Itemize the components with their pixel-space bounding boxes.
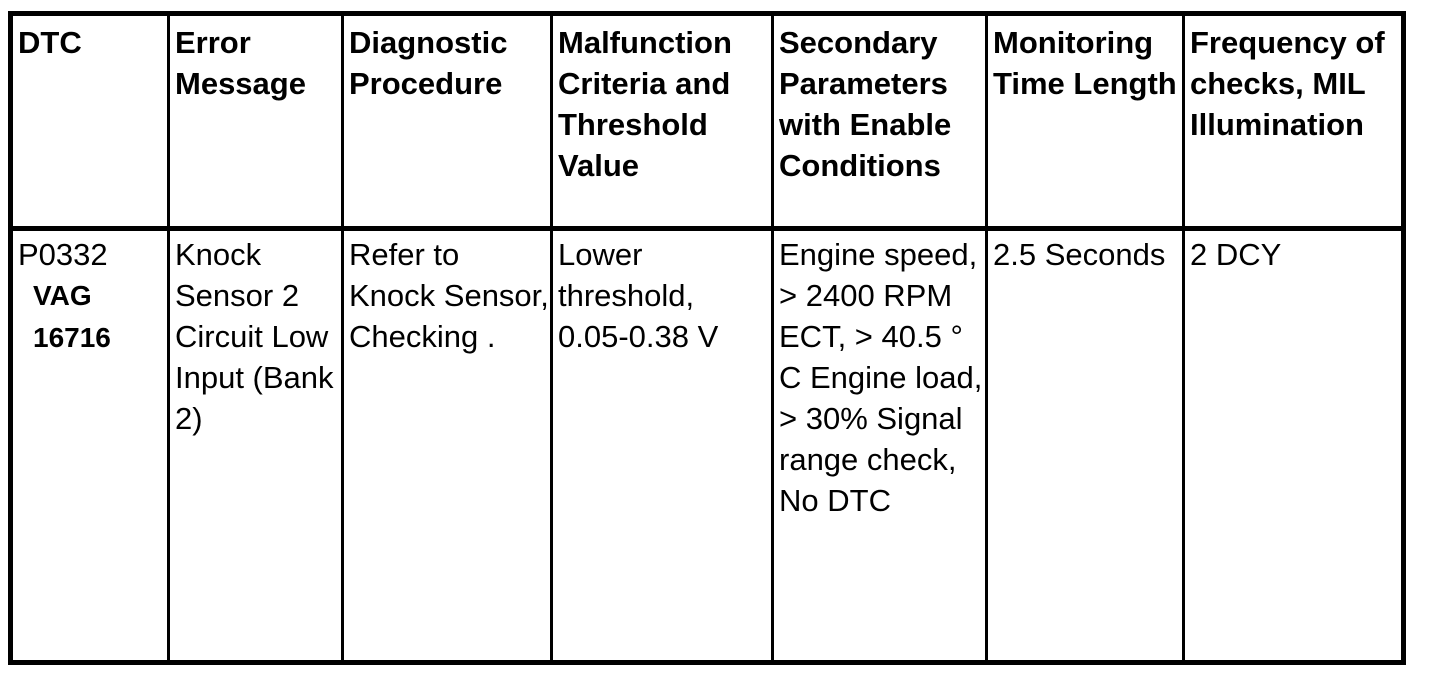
malfunction-criteria-cell: Lower threshold, 0.05-0.38 V [552,229,773,663]
header-malfunction-criteria: Malfunction Criteria and Threshold Value [552,14,773,229]
diagnostic-procedure-cell: Refer to Knock Sensor, Checking . [343,229,552,663]
monitoring-time-cell: 2.5 Seconds [987,229,1184,663]
header-dtc: DTC [11,14,169,229]
secondary-parameters-cell: Engine speed, > 2400 RPM ECT, > 40.5 ° C Engine load, > 30% Signal range check, No DTC [773,229,987,663]
table-row [11,229,1404,663]
header-secondary-parameters: Secondary Parameters with Enable Conditions [773,14,987,229]
dtc-code: P0332 [18,237,108,272]
frequency-cell: 2 DCY [1184,229,1404,663]
error-message-cell: Knock Sensor 2 Circuit Low Input (Bank 2) [169,229,343,663]
header-row [11,14,1404,229]
header-error-message: Error Message [169,14,343,229]
dtc-cell [11,229,169,663]
header-diagnostic-procedure: Diagnostic Procedure [343,14,552,229]
vag-code: 16716 [33,322,111,353]
header-monitoring-time: Monitoring Time Length [987,14,1184,229]
vag-label: VAG [33,280,92,311]
header-frequency: Frequency of checks, MIL Illumination [1184,14,1404,229]
dtc-table [8,11,1406,665]
